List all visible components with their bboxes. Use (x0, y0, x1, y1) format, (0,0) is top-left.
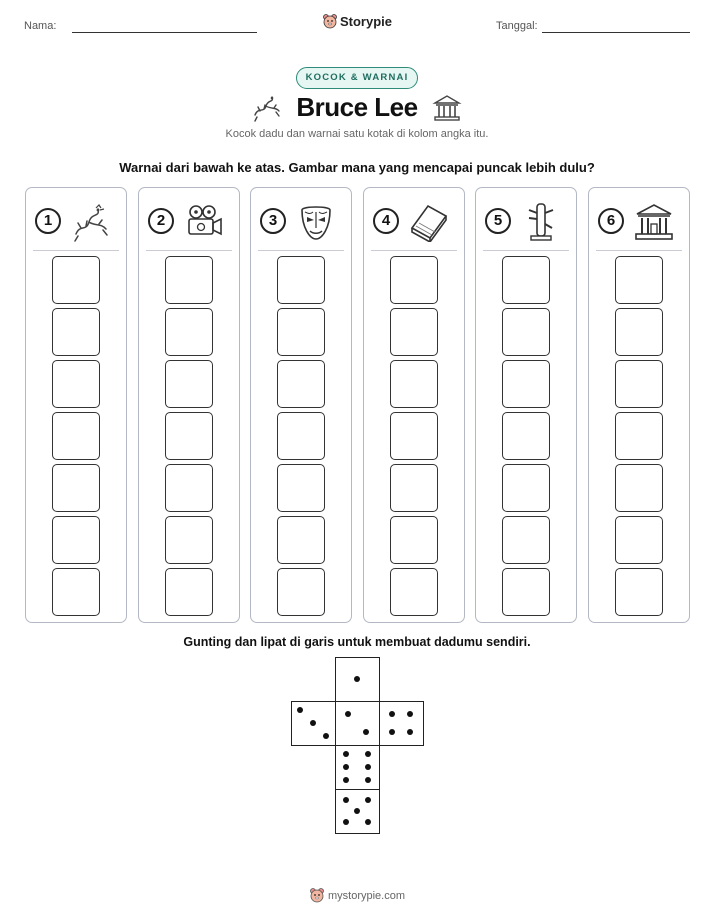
column-4 (363, 187, 465, 623)
column-number: 1 (35, 208, 61, 234)
date-line[interactable] (542, 32, 690, 33)
column-divider (371, 250, 457, 251)
die-pip (365, 777, 371, 783)
color-box[interactable] (502, 412, 550, 460)
die-pip (354, 676, 360, 682)
dragon-icon (252, 93, 282, 123)
dragon-icon (70, 202, 112, 242)
column-3 (250, 187, 352, 623)
color-box[interactable] (390, 568, 438, 616)
die-face-three (291, 701, 336, 746)
die-pip (365, 764, 371, 770)
die-pip (297, 707, 303, 713)
color-box[interactable] (502, 308, 550, 356)
color-box[interactable] (615, 464, 663, 512)
color-box[interactable] (165, 464, 213, 512)
column-header (476, 198, 576, 244)
column-number: 5 (485, 208, 511, 234)
color-box[interactable] (277, 360, 325, 408)
column-1 (25, 187, 127, 623)
cut-instruction: Gunting dan lipat di garis untuk membuat dadumu sendiri. (183, 635, 531, 649)
footer (0, 887, 714, 903)
die-face-one (335, 657, 380, 702)
column-header (364, 198, 464, 244)
color-box[interactable] (390, 256, 438, 304)
color-box[interactable] (165, 516, 213, 564)
die-pip (365, 751, 371, 757)
die-face-five (335, 789, 380, 834)
die-pip (343, 819, 349, 825)
die-pip (363, 729, 369, 735)
color-box[interactable] (277, 516, 325, 564)
color-box[interactable] (165, 568, 213, 616)
die-pip (389, 729, 395, 735)
die-pip (343, 751, 349, 757)
color-box[interactable] (277, 308, 325, 356)
wooden-dummy-icon (520, 202, 562, 242)
activity-badge: KOCOK & WARNAI (296, 67, 418, 89)
die-face-six (335, 745, 380, 790)
die-pip (310, 720, 316, 726)
color-box[interactable] (390, 308, 438, 356)
page-title: Bruce Lee (296, 92, 418, 122)
color-box[interactable] (52, 412, 100, 460)
color-box[interactable] (277, 256, 325, 304)
color-box[interactable] (615, 516, 663, 564)
color-box[interactable] (615, 256, 663, 304)
color-box[interactable] (52, 256, 100, 304)
color-box[interactable] (502, 256, 550, 304)
color-box[interactable] (52, 360, 100, 408)
color-box[interactable] (277, 412, 325, 460)
column-header (251, 198, 351, 244)
bear-mascot-icon (309, 887, 325, 903)
die-pip (365, 797, 371, 803)
column-divider (596, 250, 682, 251)
date-label: Tanggal: (496, 20, 538, 32)
column-5 (475, 187, 577, 623)
bear-mascot-icon (322, 13, 338, 29)
film-camera-icon (183, 202, 225, 242)
column-divider (33, 250, 119, 251)
color-box[interactable] (502, 568, 550, 616)
instruction: Warnai dari bawah ke atas. Gambar mana yang mencapai puncak lebih dulu? (119, 160, 595, 175)
column-number: 4 (373, 208, 399, 234)
color-box[interactable] (390, 516, 438, 564)
color-box[interactable] (52, 464, 100, 512)
column-divider (146, 250, 232, 251)
color-box[interactable] (615, 568, 663, 616)
color-box[interactable] (390, 464, 438, 512)
color-box[interactable] (502, 360, 550, 408)
column-number: 2 (148, 208, 174, 234)
die-pip (343, 797, 349, 803)
book-icon (408, 202, 450, 242)
color-box[interactable] (52, 568, 100, 616)
temple-icon (432, 93, 462, 123)
column-2 (138, 187, 240, 623)
die-pip (343, 777, 349, 783)
brand-name: Storypie (339, 14, 392, 29)
column-6 (588, 187, 690, 623)
color-box[interactable] (277, 568, 325, 616)
color-box[interactable] (165, 256, 213, 304)
die-pip (389, 711, 395, 717)
column-number: 6 (598, 208, 624, 234)
die-pip (323, 733, 329, 739)
color-box[interactable] (615, 308, 663, 356)
column-divider (258, 250, 344, 251)
opera-mask-icon (295, 202, 337, 242)
die-pip (407, 711, 413, 717)
color-box[interactable] (52, 308, 100, 356)
die-pip (407, 729, 413, 735)
die-pip (365, 819, 371, 825)
column-header (139, 198, 239, 244)
temple-icon (633, 202, 675, 242)
color-box[interactable] (165, 412, 213, 460)
color-box[interactable] (390, 360, 438, 408)
color-box[interactable] (502, 516, 550, 564)
subtitle: Kocok dadu dan warnai satu kotak di kolom angka itu. (225, 128, 489, 140)
color-box[interactable] (165, 308, 213, 356)
die-pip (345, 711, 351, 717)
name-label: Nama: (24, 20, 57, 32)
footer-url[interactable]: mystorypie.com (327, 890, 406, 902)
die-face-two (335, 701, 380, 746)
column-header (589, 198, 689, 244)
column-number: 3 (260, 208, 286, 234)
title-row (0, 92, 714, 126)
color-box[interactable] (277, 464, 325, 512)
color-box[interactable] (390, 412, 438, 460)
die-pip (354, 808, 360, 814)
color-box[interactable] (502, 464, 550, 512)
die-pip (343, 764, 349, 770)
color-box[interactable] (52, 516, 100, 564)
column-divider (483, 250, 569, 251)
column-header (26, 198, 126, 244)
brand-logo (0, 13, 714, 29)
color-box[interactable] (165, 360, 213, 408)
die-face-four (379, 701, 424, 746)
color-box[interactable] (615, 360, 663, 408)
color-box[interactable] (615, 412, 663, 460)
name-line[interactable] (72, 32, 257, 33)
